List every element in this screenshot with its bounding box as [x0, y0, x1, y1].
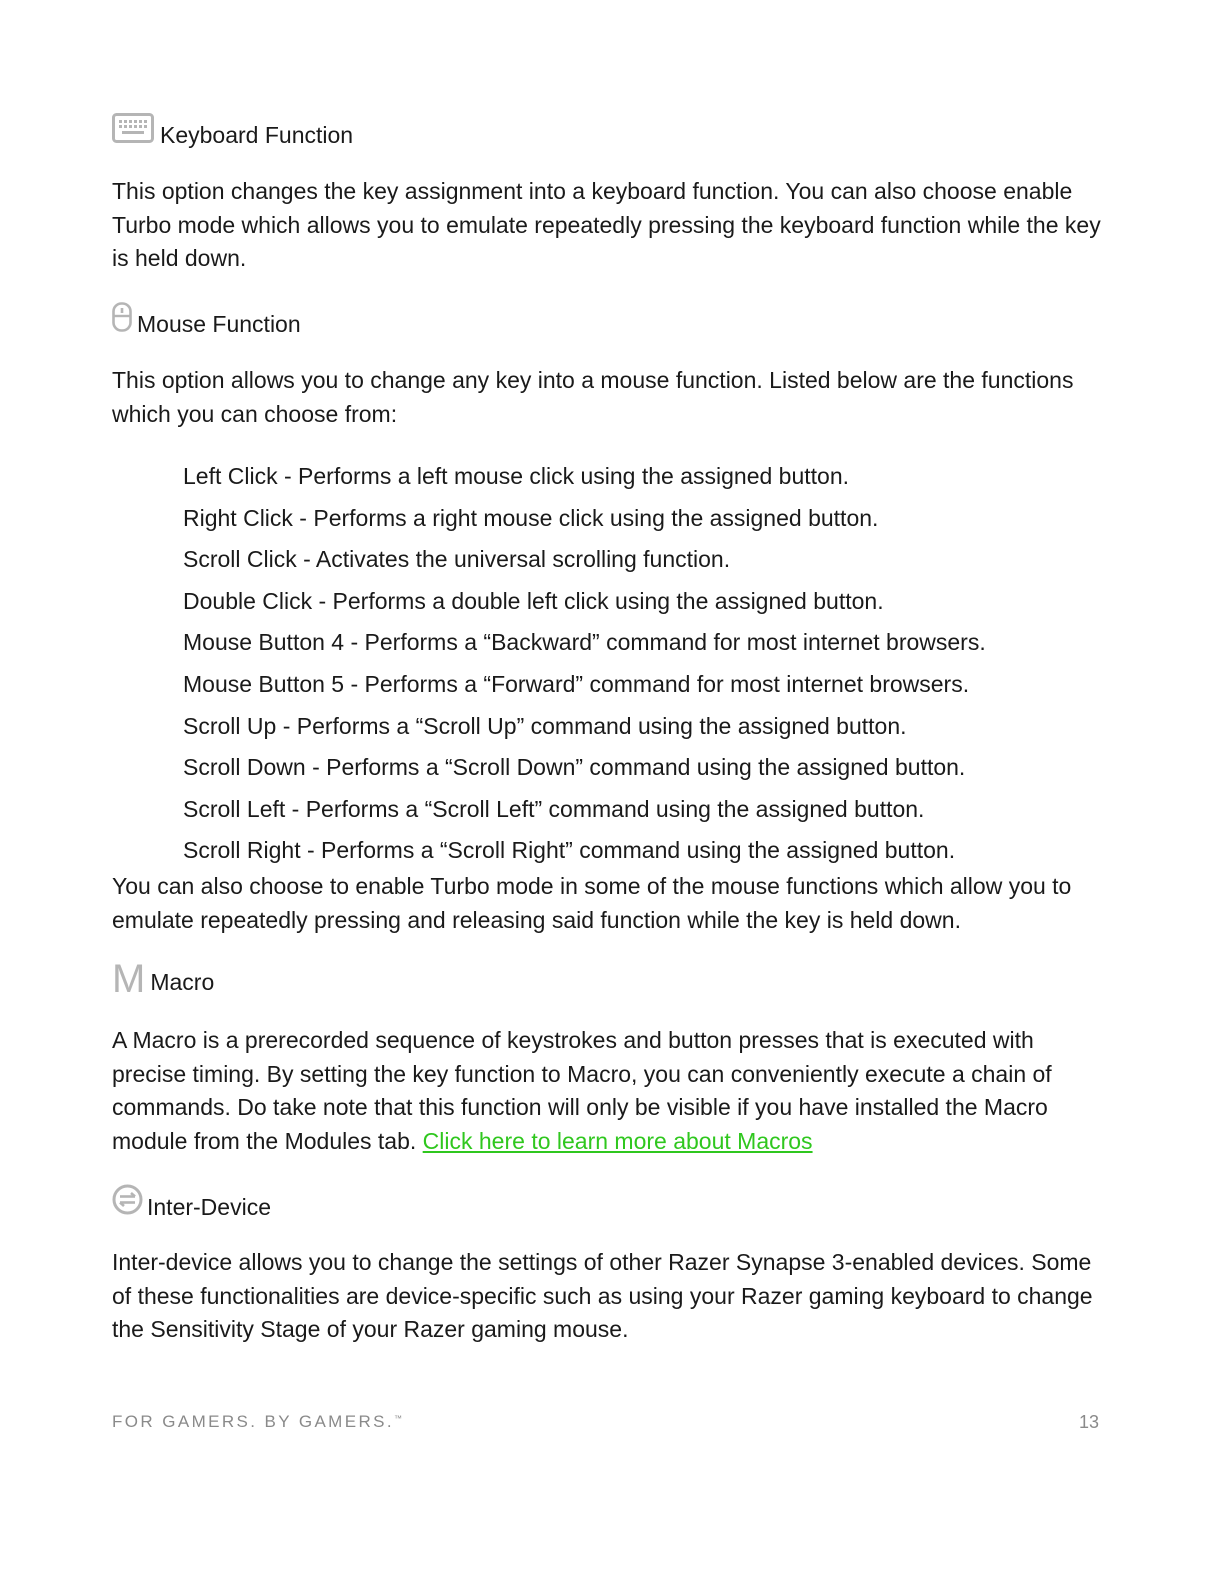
list-item: Mouse Button 5 - Performs a “Forward” command for most internet browsers.: [183, 670, 970, 697]
keyboard-function-heading: [112, 113, 353, 149]
list-item: Scroll Click - Activates the universal scrolling function.: [183, 546, 731, 573]
mouse-function-heading: [112, 302, 301, 338]
macro-title: Macro: [150, 969, 215, 995]
page-number: 13: [1078, 1412, 1099, 1432]
macro-m-icon: M: [112, 957, 145, 1001]
list-item: Mouse Button 4 - Performs a “Backward” command for most internet browsers.: [183, 629, 986, 656]
inter-device-body: Inter-device allows you to change the settings of other Razer Synapse 3-enabled devices. Some of these functionalities are device-specific such as using your Razer gaming keyboard to change the Sensitivity Stage of your Razer gaming mouse.: [112, 1249, 1093, 1342]
list-item: Right Click - Performs a right mouse click using the assigned button.: [183, 504, 879, 531]
macro-body-text: A Macro is a prerecorded sequence of keystrokes and button presses that is executed with precise timing. By setting the key function to Macro, you can conveniently execute a chain of commands. Do take note that this function will only be visible if you have installed the Macro module from the Modules tab.: [112, 1027, 1052, 1154]
list-item: Scroll Left - Performs a “Scroll Left” command using the assigned button.: [183, 795, 925, 822]
turbo-mode-note: You can also choose to enable Turbo mode in some of the mouse functions which allow you to emulate repeatedly pressing and releasing said function while the key is held down.: [112, 873, 1072, 933]
footer-tagline: [112, 1412, 402, 1432]
mouse-icon: [112, 302, 132, 338]
inter-device-icon: [112, 1184, 143, 1221]
keyboard-icon: [112, 113, 154, 149]
learn-more-macros-link[interactable]: Click here to learn more about Macros: [422, 1127, 813, 1154]
footer-tagline-text: FOR GAMERS. BY GAMERS.: [112, 1412, 395, 1431]
list-item: Scroll Up - Performs a “Scroll Up” command using the assigned button.: [183, 712, 907, 739]
mouse-function-list: [183, 456, 986, 872]
mouse-function-body: This option allows you to change any key into a mouse function. Listed below are the functions which you can choose from:: [112, 367, 1074, 427]
macro-body: [112, 1024, 1112, 1158]
trademark-symbol: ™: [394, 1414, 403, 1423]
keyboard-function-body: This option changes the key assignment into a keyboard function. You can also choose enable Turbo mode which allows you to emulate repeatedly pressing the keyboard function while the key is held down.: [112, 178, 1101, 271]
mouse-function-title: Mouse Function: [137, 311, 301, 337]
list-item: Scroll Down - Performs a “Scroll Down” command using the assigned button.: [183, 754, 966, 781]
inter-device-title: Inter-Device: [147, 1194, 271, 1220]
list-item: Double Click - Performs a double left click using the assigned button.: [183, 587, 884, 614]
inter-device-heading: [112, 1184, 271, 1221]
macro-heading: [112, 957, 215, 1001]
list-item: Scroll Right - Performs a “Scroll Right” command using the assigned button.: [183, 837, 956, 864]
list-item: Left Click - Performs a left mouse click using the assigned button.: [183, 463, 850, 489]
keyboard-function-title: Keyboard Function: [160, 122, 354, 148]
